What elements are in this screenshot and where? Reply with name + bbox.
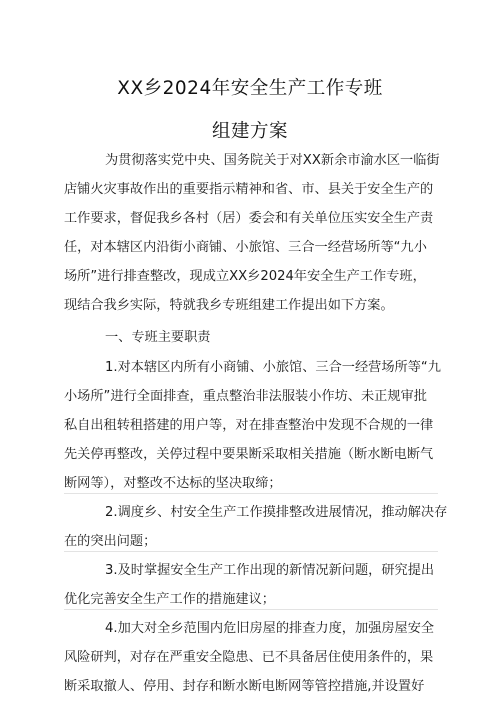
divider bbox=[64, 609, 438, 610]
body-line: 现结合我乡实际，特就我乡专班组建工作提出如下方案。 bbox=[64, 298, 394, 313]
section-heading: 一、专班主要职责 bbox=[105, 330, 211, 345]
body-line: 场所”进行排查整改，现成立XX乡2024年安全生产工作专班， bbox=[64, 269, 426, 284]
list-item-line: 1.对本辖区内所有小商铺、小旅馆、三合一经营场所等“九 bbox=[105, 360, 441, 375]
list-item-line: 私自出租转租搭建的用户等，对在排查整治中发现不合规的一律 bbox=[64, 418, 434, 433]
body-line: 店铺火灾事故作出的重要指示精神和省、市、县关于安全生产的 bbox=[64, 182, 434, 197]
list-item-line: 2.调度乡、村安全生产工作摸排整改进展情况，推动解决存 bbox=[105, 505, 448, 520]
body-line: 为贯彻落实党中央、国务院关于对XX新余市渝水区一临街 bbox=[105, 153, 440, 168]
list-item-line: 优化完善安全生产工作的措施建议； bbox=[64, 592, 275, 607]
document-title-line-2: 组建方案 bbox=[211, 121, 288, 142]
list-item-line: 断采取撤人、停用、封存和断水断电断网等管控措施,并设置好 bbox=[64, 679, 425, 694]
document-title-line-1: XX乡2024年安全生产工作专班 bbox=[117, 78, 383, 99]
divider bbox=[64, 551, 438, 552]
list-item-line: 风险研判，对存在严重安全隐患、已不具备居住使用条件的，果 bbox=[64, 650, 434, 665]
body-line: 工作要求，督促我乡各村（居）委会和有关单位压实安全生产责 bbox=[64, 211, 434, 226]
list-item-line: 断网等），对整改不达标的坚决取缔； bbox=[64, 476, 282, 491]
list-item-line: 小场所”进行全面排查，重点整治非法服装小作坊、未正规审批 bbox=[64, 389, 427, 404]
list-item-line: 3.及时掌握安全生产工作出现的新情况新问题，研究提出 bbox=[105, 563, 435, 578]
list-item-line: 在的突出问题； bbox=[64, 534, 157, 549]
list-item-line: 先关停再整改，关停过程中要果断采取相关措施（断水断电断气 bbox=[64, 447, 434, 462]
list-item-line: 4.加大对全乡范围内危旧房屋的排查力度，加强房屋安全 bbox=[105, 621, 435, 636]
body-line: 任，对本辖区内沿街小商铺、小旅馆、三合一经营场所等“九小 bbox=[64, 240, 427, 255]
divider bbox=[64, 493, 438, 494]
